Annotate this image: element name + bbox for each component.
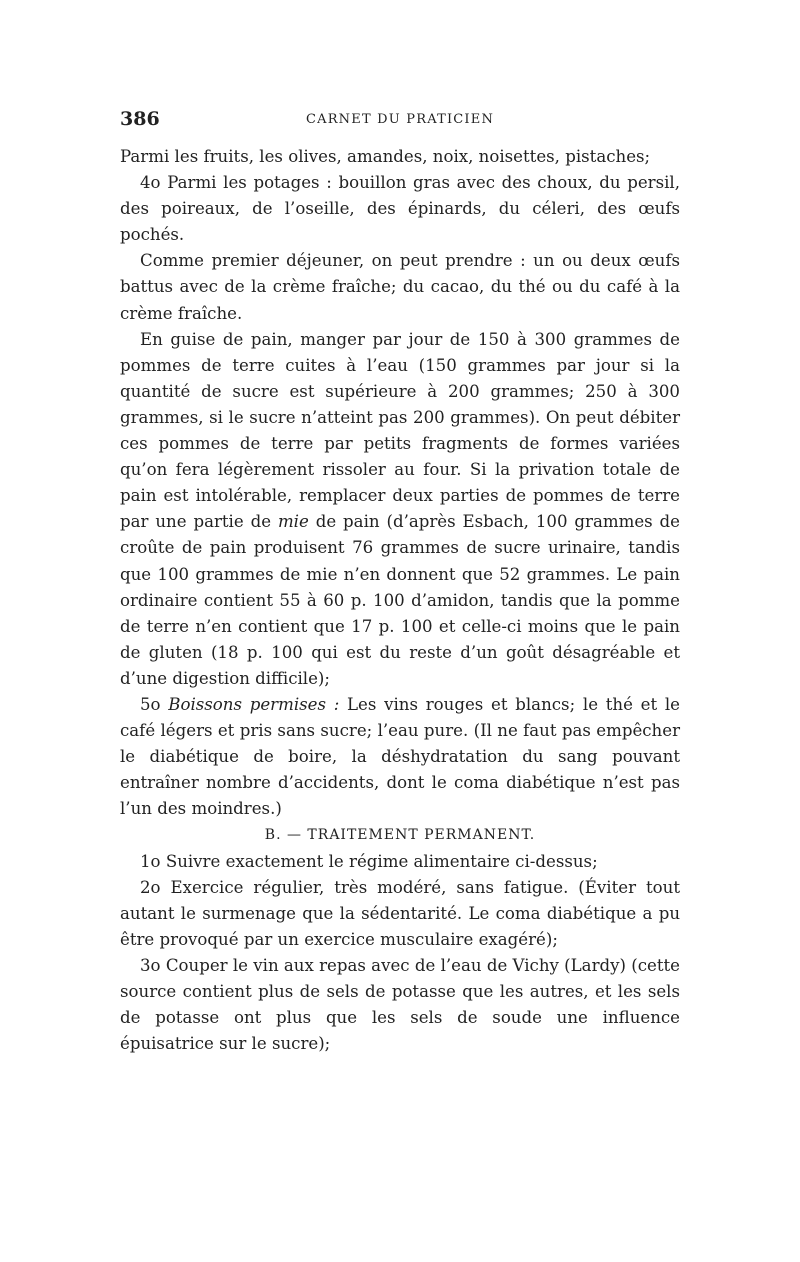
paragraph-vichy: 3o Couper le vin aux repas avec de l’eau de Vichy (Lardy) (cette source contient plus de sels de potasse que les autres, et les sels de potasse ont plus que les sels de soude une influence épuisatrice sur le sucre); bbox=[120, 955, 680, 1054]
page-number: 386 bbox=[120, 108, 160, 130]
paragraph-pain-text-1: En guise de pain, manger par jour de 150 à 300 grammes de pommes de terre cuites à l’eau (150 grammes par jour si la quantité de sucre est supérieure à 200 grammes; 250 à 300 grammes, si le sucre n’atteint pas 200 grammes). On peut débiter ces pommes de terre par petits fragments de formes variées qu’on fera légèrement rissoler au four. Si la privation totale de pain est intolérable, remplacer deux parties de pommes de terre par une partie de bbox=[120, 329, 680, 532]
paragraph-boissons-text: Les vins rouges et blancs; le thé et le café légers et pris sans sucre; l’eau pure. (Il ne faut pas empêcher le diabétique de boire, la déshydratation du sang pouvant entraîner nombre d’accidents, dont le coma diabétique n’est pas l’un des moindres.) bbox=[120, 694, 680, 819]
paragraph-exercice: 2o Exercice régulier, très modéré, sans fatigue. (Éviter tout autant le surmenage que la sédentarité. Le coma diabétique a pu être provoqué par un exercice musculaire exagéré); bbox=[120, 877, 680, 949]
paragraph-regime: 1o Suivre exactement le régime alimentaire ci-dessus; bbox=[140, 851, 598, 871]
paragraph-fruits: Parmi les fruits, les olives, amandes, noix, noisettes, pistaches; bbox=[120, 147, 651, 166]
body-text bbox=[120, 144, 680, 1057]
paragraph-pain-text-2: de pain (d’après Esbach, 100 grammes de croûte de pain produisent 76 grammes de sucre urinaire, tandis que 100 grammes de mie n’en donnent que 52 grammes. Le pain ordinaire contient 55 à 60 p. 100 d’amidon, tandis que la pomme de terre n’en contient que 17 p. 100 et celle-ci moins que le pain de gluten (18 p. 100 qui est du reste d’un goût désagréable et d’une digestion difficile); bbox=[120, 512, 680, 688]
book-page bbox=[120, 108, 680, 1057]
paragraph-boissons-number: 5o bbox=[140, 694, 169, 714]
paragraph-premier-dejeuner: Comme premier déjeuner, on peut prendre : un ou deux œufs battus avec de la crème fraîche; du cacao, du thé ou du café à la crème fraîche. bbox=[120, 251, 680, 323]
running-head bbox=[120, 108, 680, 144]
paragraph-boissons-title: Boissons permises : bbox=[168, 694, 340, 714]
paragraph-boissons bbox=[120, 692, 680, 822]
running-title: CARNET DU PRATICIEN bbox=[305, 112, 495, 127]
paragraph-pain bbox=[120, 327, 680, 692]
paragraph-pain-italic: mie bbox=[277, 512, 309, 532]
section-heading: B. — TRAITEMENT PERMANENT. bbox=[264, 827, 536, 844]
paragraph-potages: 4o Parmi les potages : bouillon gras avec des choux, du persil, des poireaux, de l’oseille, des épinards, du céleri, des œufs pochés. bbox=[120, 173, 680, 245]
